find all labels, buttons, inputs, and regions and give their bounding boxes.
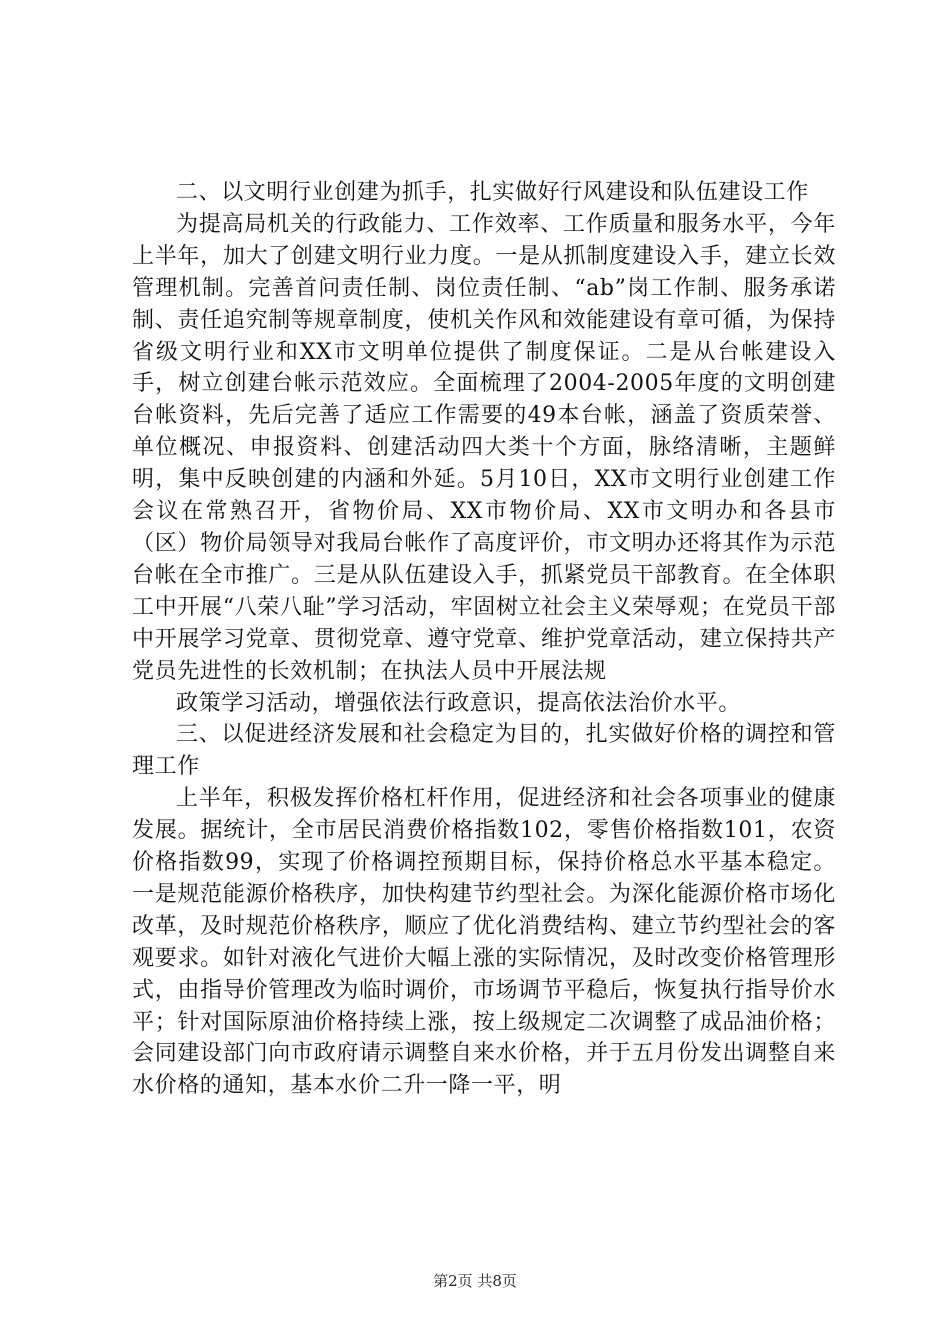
section-heading-3: 三、以促进经济发展和社会稳定为目的，扎实做好价格的调控和管理工作 bbox=[132, 722, 836, 780]
page-footer: 第2页 共8页 bbox=[433, 1272, 517, 1290]
body-paragraph: 上半年，积极发挥价格杠杆作用，促进经济和社会各项事业的健康发展。据统计，全市居民消费价格指数102，零售价格指数101，农资价格指数99，实现了价格调控预期目标，保持价格总水平基本稳定。一是规范能源价格秩序，加快构建节约型社会。为深化能源价格市场化改革，及时规范价格秩序，顺应了优化消费结构、建立节约型社会的客观要求。如针对液化气进价大幅上涨的实际情况，及时改变价格管理形式，由指导价管理改为临时调价，市场调节平稳后，恢复执行指导价水平；针对国际原油价格持续上涨，按上级规定二次调整了成品油价格；会同建设部门向市政府请示调整自来水价格，并于五月份发出调整自来水价格的通知，基本水价二升一降一平，明 bbox=[132, 786, 836, 1099]
body-paragraph: 为提高局机关的行政能力、工作效率、工作质量和服务水平，今年上半年，加大了创建文明行业力度。一是从抓制度建设入手，建立长效管理机制。完善首问责任制、岗位责任制、“ab”岗工作制、服务承诺制、责任追究制等规章制度，使机关作风和效能建设有章可循，为保持省级文明行业和XX市文明单位提供了制度保证。二是从台帐建设入手，树立创建台帐示范效应。全面梳理了2004-2005年度的文明创建台帐资料，先后完善了适应工作需要的49本台帐，涵盖了资质荣誉、单位概况、申报资料、创建活动四大类十个方面，脉络清晰，主题鲜明，集中反映创建的内涵和外延。5月10日，XX市文明行业创建工作会议在常熟召开，省物价局、XX市物价局、XX市文明办和各县市（区）物价局领导对我局台帐作了高度评价，市文明办还将其作为示范台帐在全市推广。三是从队伍建设入手，抓紧党员干部教育。在全体职工中开展“八荣八耻”学习活动，牢固树立社会主义荣辱观；在党员干部中开展学习党章、贯彻党章、遵守党章、维护党章活动，建立保持共产党员先进性的长效机制；在执法人员中开展法规 bbox=[132, 211, 836, 684]
section-heading-2: 二、以文明行业创建为抓手，扎实做好行风建设和队伍建设工作 bbox=[176, 180, 809, 205]
body-paragraph: 政策学习活动，增强依法行政意识，提高依法治价水平。 bbox=[176, 690, 742, 716]
document-body bbox=[132, 177, 836, 1102]
